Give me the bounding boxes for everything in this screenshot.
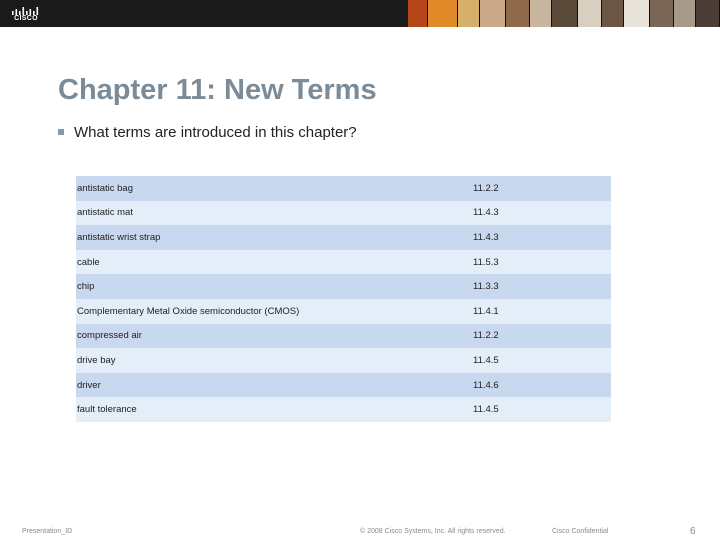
section-cell: 11.4.5 [473,404,499,416]
table-row [76,225,611,250]
header-photo [624,0,650,27]
page-title: Chapter 11: New Terms [58,74,377,106]
table-row [76,176,611,201]
header-photo [408,0,428,27]
header-photo [578,0,602,27]
section-cell: 11.2.2 [473,182,499,194]
header-photo [602,0,624,27]
header-photo [650,0,674,27]
term-cell: drive bay [77,354,116,366]
term-cell: cable [77,256,100,268]
table-row [76,373,611,398]
header-photo [506,0,530,27]
cisco-logo-icon [10,4,42,24]
term-cell: antistatic mat [77,207,133,219]
table-row [76,397,611,422]
section-cell: 11.4.6 [473,379,499,391]
header-photo [480,0,506,27]
footer-presentation-id: Presentation_ID [22,528,73,535]
section-cell: 11.4.3 [473,207,499,219]
table-row [76,299,611,324]
section-cell: 11.2.2 [473,330,499,342]
header-bar [0,0,720,27]
header-photo [552,0,578,27]
section-cell: 11.4.3 [473,231,499,243]
term-cell: chip [77,281,95,293]
header-photo-strip [408,0,720,27]
table-row [76,348,611,373]
term-cell: antistatic wrist strap [77,231,161,243]
footer-copyright: © 2008 Cisco Systems, Inc. All rights reserved. [360,528,506,535]
term-cell: fault tolerance [77,404,137,416]
term-cell: Complementary Metal Oxide semiconductor (CMOS) [77,305,300,317]
section-cell: 11.3.3 [473,281,499,293]
section-cell: 11.4.5 [473,354,499,366]
bullet-item [58,124,357,141]
header-photo [530,0,552,27]
header-photo [696,0,720,27]
table-row [76,250,611,275]
table-row [76,324,611,349]
footer-confidential: Cisco Confidential [552,528,609,535]
table-row [76,201,611,226]
term-cell: antistatic bag [77,182,133,194]
table-row [76,274,611,299]
header-photo [428,0,458,27]
terms-table [76,176,611,422]
header-photo [458,0,480,27]
footer-page-number: 6 [690,526,696,537]
section-cell: 11.5.3 [473,256,499,268]
bullet-text: What terms are introduced in this chapter? [74,124,357,141]
logo-text: CISCO [14,15,38,22]
header-photo [674,0,696,27]
section-cell: 11.4.1 [473,305,499,317]
term-cell: driver [77,379,101,391]
term-cell: compressed air [77,330,142,342]
bullet-square-icon [58,129,64,135]
